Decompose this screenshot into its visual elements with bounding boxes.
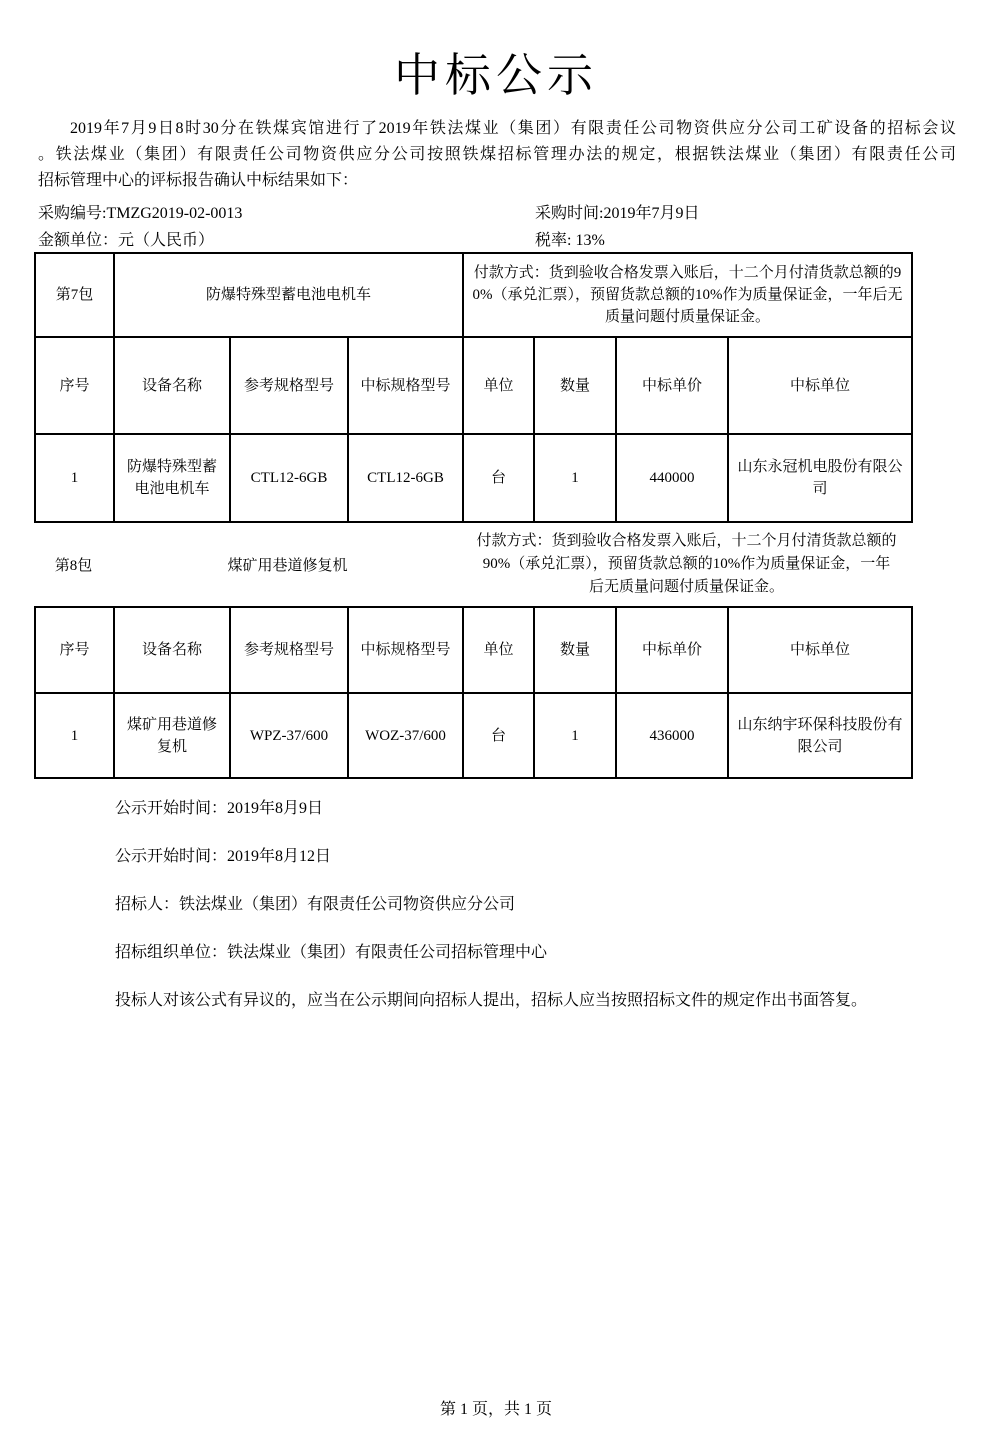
col-winning-model: 中标规格型号	[348, 337, 463, 434]
table-header-row	[35, 607, 912, 693]
cell-winning-model: WOZ-37/600	[348, 693, 463, 778]
col-winning-supplier: 中标单位	[728, 337, 912, 434]
amount-unit: 金额单位：元（人民币）	[38, 232, 215, 249]
col-device-name: 设备名称	[114, 607, 230, 693]
cell-unit: 台	[463, 693, 534, 778]
cell-qty: 1	[534, 434, 616, 522]
col-seq: 序号	[35, 607, 114, 693]
col-unit-price: 中标单价	[616, 337, 728, 434]
document-page	[0, 50, 992, 1453]
cell-ref-model: CTL12-6GB	[230, 434, 348, 522]
payment-terms: 付款方式：货到验收合格发票入账后，十二个月付清货款总额的90%（承兑汇票），预留货款总额的10%作为质量保证金，一年后无质量问题付质量保证金。	[463, 253, 912, 337]
cell-device-name: 防爆特殊型蓄电池电机车	[114, 434, 230, 522]
publicity-start-time-2: 公示开始时间：2019年8月12日	[115, 848, 332, 865]
package-no: 第8包	[54, 558, 93, 574]
col-device-name: 设备名称	[114, 337, 230, 434]
package7-table	[34, 252, 913, 523]
cell-winning-supplier: 山东永冠机电股份有限公司	[728, 434, 912, 522]
package-name: 煤矿用巷道修复机	[227, 558, 348, 574]
tax-rate: 税率: 13%	[535, 232, 605, 249]
cell-device-name: 煤矿用巷道修复机	[114, 693, 230, 778]
cell-unit-price: 440000	[616, 434, 728, 522]
package-no: 第7包	[35, 253, 114, 337]
intro-paragraph	[38, 116, 956, 194]
meta-section	[38, 198, 954, 252]
cell-seq: 1	[35, 693, 114, 778]
page-number: 第 1 页，共 1 页	[439, 1401, 552, 1418]
purchase-time: 采购时间:2019年7月9日	[535, 205, 700, 222]
tender-organizer: 招标组织单位：铁法煤业（集团）有限责任公司招标管理中心	[115, 944, 548, 961]
cell-seq: 1	[35, 434, 114, 522]
intro-line: 招标管理中心的评标报告确认中标结果如下：	[38, 172, 359, 189]
col-ref-model: 参考规格型号	[230, 607, 348, 693]
col-winning-model: 中标规格型号	[348, 607, 463, 693]
meta-row	[38, 198, 954, 225]
purchase-number: 采购编号:TMZG2019-02-0013	[38, 205, 243, 222]
publicity-start-time-1: 公示开始时间：2019年8月9日	[115, 800, 324, 817]
meta-row	[38, 225, 954, 252]
package-header-row	[35, 253, 912, 337]
intro-line: 。铁法煤业（集团）有限责任公司物资供应分公司按照铁煤招标管理办法的规定，根据铁法煤业（集团）有限责任公司	[38, 146, 956, 163]
package8-table	[34, 606, 913, 779]
cell-unit-price: 436000	[616, 693, 728, 778]
tenderee: 招标人：铁法煤业（集团）有限责任公司物资供应分公司	[115, 896, 516, 913]
table-row	[35, 693, 912, 778]
table-row	[35, 434, 912, 522]
intro-line: 2019年7月9日8时30分在铁煤宾馆进行了2019年铁法煤业（集团）有限责任公司物资供应分公司工矿设备的招标会议	[70, 120, 956, 137]
col-unit: 单位	[463, 607, 534, 693]
cell-ref-model: WPZ-37/600	[230, 693, 348, 778]
page-title: 中标公示	[394, 50, 598, 101]
col-ref-model: 参考规格型号	[230, 337, 348, 434]
table-header-row	[35, 337, 912, 434]
col-qty: 数量	[534, 607, 616, 693]
col-winning-supplier: 中标单位	[728, 607, 912, 693]
cell-winning-supplier: 山东纳宇环保科技股份有限公司	[728, 693, 912, 778]
footer-info	[115, 799, 962, 1011]
payment-terms: 付款方式：货到验收合格发票入账后，十二个月付清货款总额的90%（承兑汇票），预留货款总额的10%作为质量保证金，一年后无质量问题付质量保证金。	[476, 533, 897, 595]
package8-header	[34, 523, 911, 606]
cell-unit: 台	[463, 434, 534, 522]
cell-winning-model: CTL12-6GB	[348, 434, 463, 522]
col-unit: 单位	[463, 337, 534, 434]
package-name: 防爆特殊型蓄电池电机车	[114, 253, 463, 337]
cell-qty: 1	[534, 693, 616, 778]
col-qty: 数量	[534, 337, 616, 434]
col-seq: 序号	[35, 337, 114, 434]
col-unit-price: 中标单价	[616, 607, 728, 693]
objection-notice: 投标人对该公式有异议的，应当在公示期间向招标人提出，招标人应当按照招标文件的规定作出书面答复。	[115, 992, 868, 1009]
